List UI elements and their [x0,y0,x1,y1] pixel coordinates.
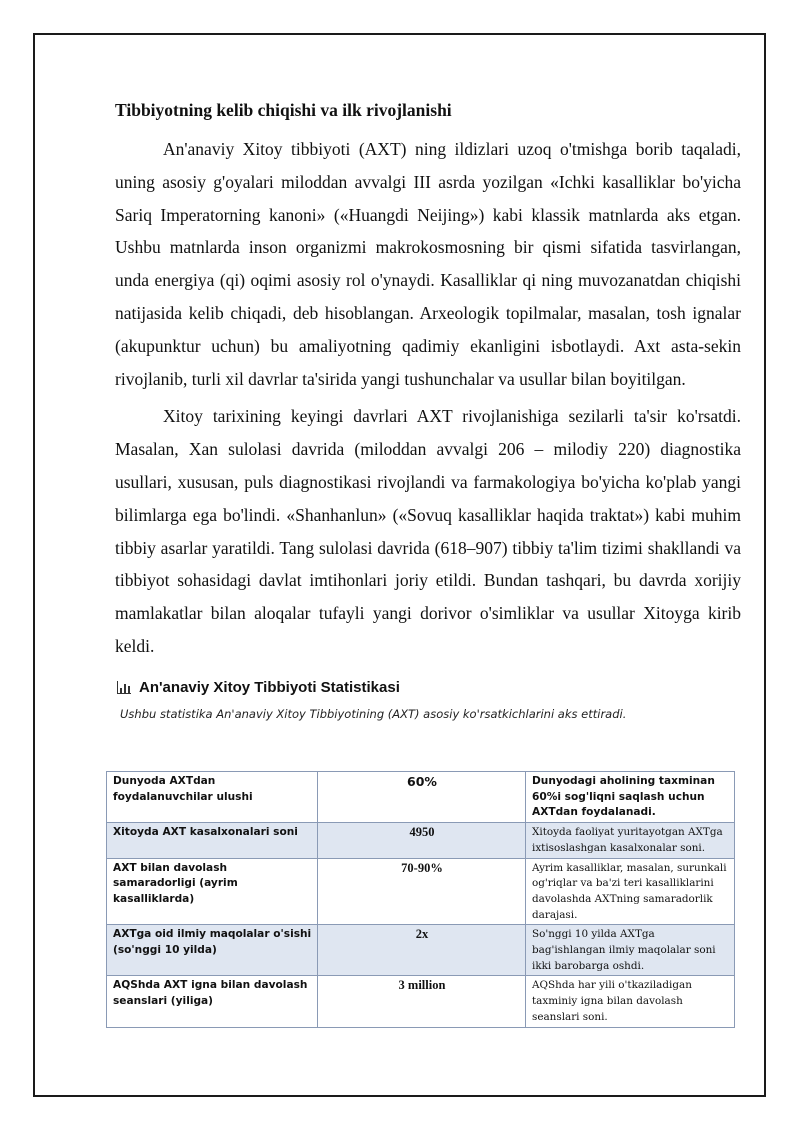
description-cell: Xitoyda faoliyat yuritayotgan AXTga ixtisoslashgan kasalxonalar soni. [526,823,735,858]
stats-title-text: An'anaviy Xitoy Tibbiyoti Statistikasi [139,679,400,697]
stats-table [106,771,735,1028]
value-cell: 60% [318,772,526,823]
document-body [115,96,741,724]
stats-title [117,677,741,699]
section-heading: Tibbiyotning kelib chiqishi va ilk rivojlanishi [115,100,452,120]
table-row [107,976,735,1027]
metric-cell: Xitoyda AXT kasalxonalari soni [107,823,318,858]
description-cell: AQShda har yili o'tkaziladigan taxminiy igna bilan davolash seanslari soni. [526,976,735,1027]
paragraph-origins: An'anaviy Xitoy tibbiyoti (AXT) ning ildizlari uzoq o'tmishga borib taqaladi, uning asosiy g'oyalari miloddan avvalgi III asrda yozilgan «Ichki kasalliklar bo'yicha Sariq Imperatorning kanoni» («Huangdi Neijing») kabi klassik matnlarda aks etgan. Ushbu matnlarda inson organizmi makrokosmosning bir qismi sifatida tasvirlangan, unda energiya (qi) oqimi asosiy rol o'ynaydi. Kasalliklar qi ning muvozanatdan chiqishi natijasida kelib chiqadi, deb hisoblangan. Arxeologik topilmalar, masalan, tosh ignalar (akupunktur uchun) bu amaliyotning qadimiy ekanligini isbotlaydi. Axt asta-sekin rivojlanib, turli xil davrlar ta'sirida yangi tushunchalar va usullar bilan boyitilgan. [115,139,741,389]
table-row [107,823,735,858]
metric-cell: AXT bilan davolash samaradorligi (ayrim kasalliklarda) [107,858,318,925]
value-cell: 3 million [318,976,526,1027]
table-row [107,925,735,976]
table-row [107,858,735,925]
metric-cell: Dunyoda AXTdan foydalanuvchilar ulushi [107,772,318,823]
metric-cell: AQShda AXT igna bilan davolash seanslari (yiliga) [107,976,318,1027]
description-cell: Ayrim kasalliklar, masalan, surunkali og'riqlar va ba'zi teri kasalliklarini davolashda AXTning samaradorlik darajasi. [526,858,735,925]
description-cell: Dunyodagi aholining taxminan 60%i sog'liqni saqlash uchun AXTdan foydalanadi. [526,772,735,823]
value-cell: 2x [318,925,526,976]
bar-chart-icon [117,681,131,694]
value-cell: 70-90% [318,858,526,925]
metric-cell: AXTga oid ilmiy maqolalar o'sishi (so'nggi 10 yilda) [107,925,318,976]
description-cell: So'nggi 10 yilda AXTga bag'ishlangan ilmiy maqolalar soni ikki barobarga oshdi. [526,925,735,976]
paragraph-later-periods: Xitoy tarixining keyingi davrlari AXT rivojlanishiga sezilarli ta'sir ko'rsatdi. Masalan, Xan sulolasi davrida (miloddan avvalgi 206 – milodiy 220) diagnostika usullari, xususan, puls diagnostikasi rivojlandi va farmakologiya bo'yicha ko'plab yangi bilimlarga ega bo'lindi. «Shanhanlun» («Sovuq kasalliklar haqida traktat») kabi muhim tibbiy asarlar yaratildi. Tang sulolasi davrida (618–907) tibbiy ta'lim tizimi shakllandi va tibbiyot sohasidagi davlat imtihonlari joriy etildi. Bundan tashqari, bu davrda xorijiy mamlakatlar bilan aloqalar tufayli yangi dorivor o'simliklar va usullar Xitoyga kirib keldi. [115,406,741,656]
value-cell: 4950 [318,823,526,858]
stats-subtitle: Ushbu statistika An'anaviy Xitoy Tibbiyotining (AXT) asosiy ko'rsatkichlarini aks ettiradi. [120,706,627,721]
table-row [107,772,735,823]
